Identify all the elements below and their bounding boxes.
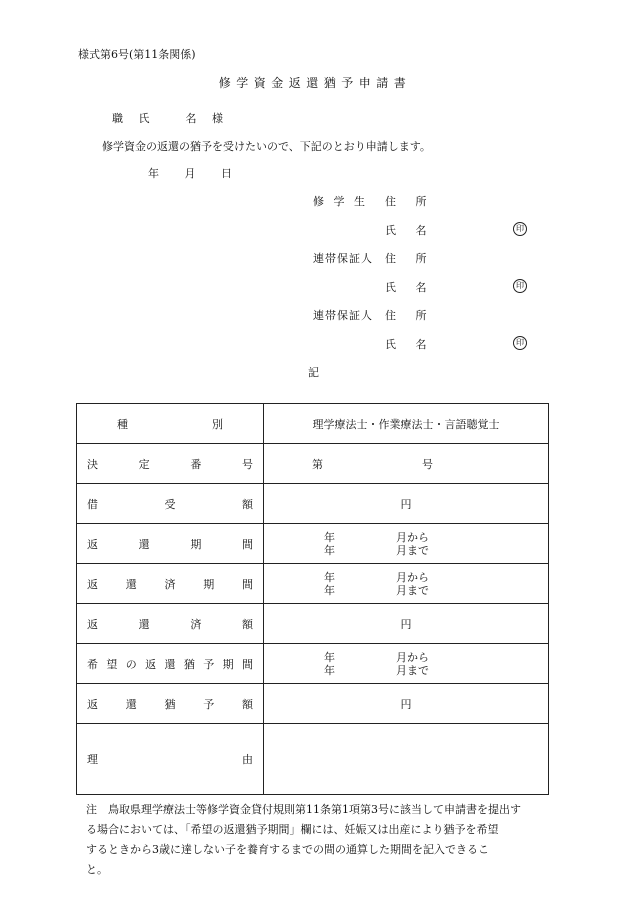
table-row [77, 524, 549, 564]
date-year: 年 [148, 167, 159, 180]
applicant-name-label: 氏 名 [385, 281, 435, 294]
table-row [77, 484, 549, 524]
seal-mark: 印 [513, 279, 527, 293]
footnote-line: と。 [86, 863, 108, 876]
table-row [77, 604, 549, 644]
row-label-desired-deferral-period: 希 望 の 返 還 猶 予 期 間 [77, 644, 264, 684]
intro-text: 修学資金の返還の猶予を受けたいので、下記のとおり申請します。 [102, 140, 431, 153]
footnote [86, 800, 556, 880]
table-row [77, 564, 549, 604]
row-label-decision-number: 決 定 番 号 [77, 444, 264, 484]
page-title: 修学資金返還猶予申請書 [218, 76, 412, 90]
applicant-role-guarantor: 連帯保証人 [313, 252, 373, 265]
applicant-name-label: 氏 名 [385, 338, 435, 351]
ki-heading: 記 [308, 366, 319, 379]
application-date [148, 165, 254, 181]
addressee-title: 職 氏 [112, 112, 156, 125]
table-row [77, 644, 549, 684]
table-row [77, 684, 549, 724]
repaid-period-field[interactable]: 年 月から 年 月まで [264, 564, 549, 604]
borrowed-amount-field[interactable]: 円 [264, 484, 549, 524]
repayment-period-field[interactable]: 年 月から 年 月まで [264, 524, 549, 564]
row-label-borrowed-amount: 借 受 額 [77, 484, 264, 524]
decision-number-field[interactable]: 第 号 [264, 444, 549, 484]
desired-deferral-period-field[interactable]: 年 月から 年 月まで [264, 644, 549, 684]
category-value[interactable]: 理学療法士・作業療法士・言語聴覚士 [264, 404, 549, 444]
addressee [112, 110, 229, 126]
addressee-suffix: 名 様 [185, 112, 229, 125]
table-row [77, 444, 549, 484]
row-label-reason: 理 由 [77, 724, 264, 795]
date-month: 月 [184, 167, 196, 180]
applicant-role-student: 修 学 生 [313, 195, 368, 208]
row-label-repayment-period: 返 還 期 間 [77, 524, 264, 564]
repaid-amount-field[interactable]: 円 [264, 604, 549, 644]
seal-mark: 印 [513, 336, 527, 350]
deferral-amount-field[interactable]: 円 [264, 684, 549, 724]
date-day: 日 [221, 167, 232, 180]
applicant-address-label: 住 所 [385, 309, 435, 322]
applicant-role-guarantor: 連帯保証人 [313, 309, 373, 322]
form-number: 様式第6号(第11条関係) [78, 48, 196, 61]
applicant-name-label: 氏 名 [385, 224, 435, 237]
applicant-address-label: 住 所 [385, 195, 435, 208]
applicant-address-label: 住 所 [385, 252, 435, 265]
seal-mark: 印 [513, 222, 527, 236]
row-label-deferral-amount: 返 還 猶 予 額 [77, 684, 264, 724]
reason-field[interactable] [264, 724, 549, 795]
row-label-repaid-period: 返 還 済 期 間 [77, 564, 264, 604]
table-row [77, 404, 549, 444]
footnote-line: る場合においては、「希望の返還猶予期間」欄には、妊娠又は出産により猶予を希望 [86, 823, 499, 836]
footnote-line: するときから3歳に達しない子を養育するまでの間の通算した期間を記入できるこ [86, 843, 489, 856]
application-table [76, 403, 549, 795]
footnote-line: 注 鳥取県理学療法士等修学資金貸付規則第11条第1項第3号に該当して申請書を提出す [86, 803, 521, 816]
table-row [77, 724, 549, 795]
row-label-category: 種 別 [77, 404, 264, 444]
row-label-repaid-amount: 返 還 済 額 [77, 604, 264, 644]
